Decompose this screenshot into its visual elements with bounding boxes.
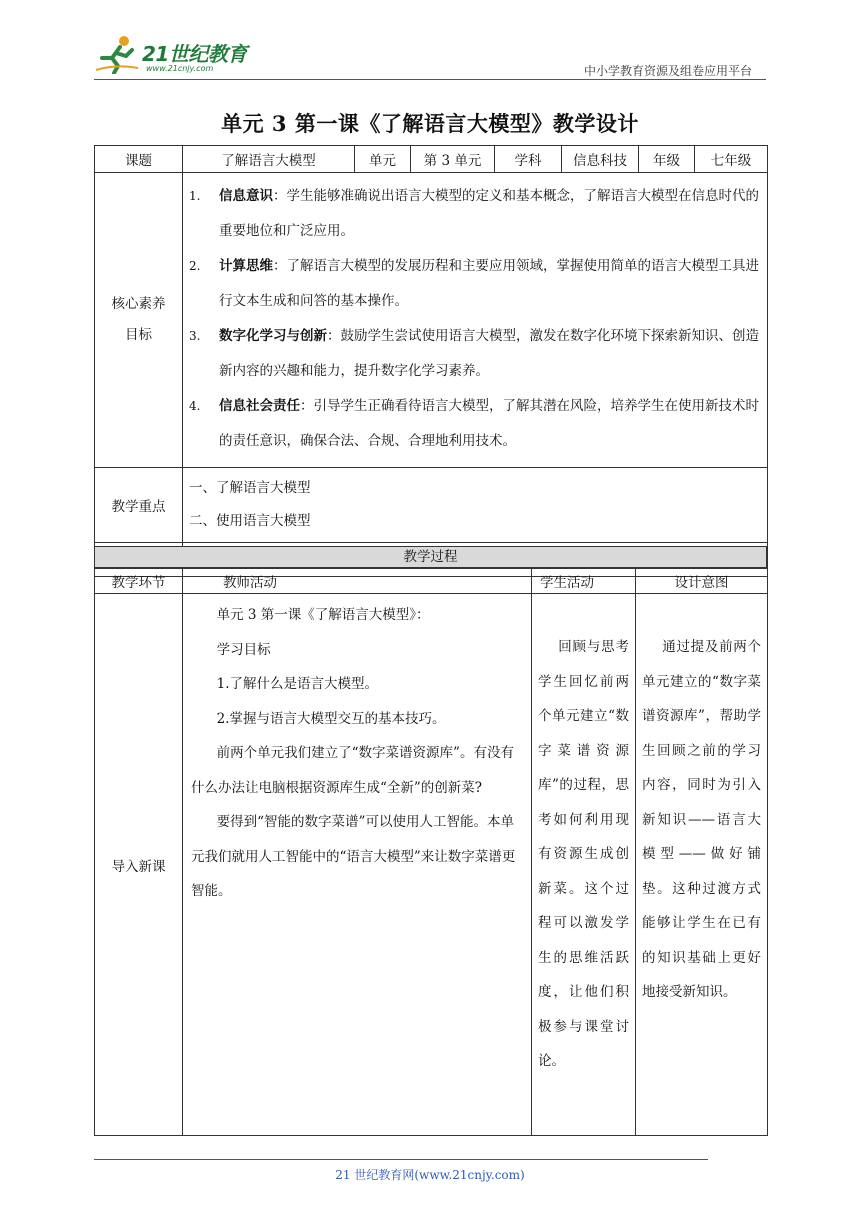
goals-cell: [183, 173, 768, 468]
teacher-line: 单元 3 第一课《了解语言大模型》：: [216, 607, 430, 623]
logo-text: 21世纪教育: [142, 42, 247, 66]
unit-label: 单元: [355, 146, 411, 173]
page-title: 单元 3 第一课《了解语言大模型》教学设计: [221, 111, 639, 136]
header-divider: [94, 79, 766, 80]
topic-value: 了解语言大模型: [183, 146, 355, 173]
goal-item: 3. 数字化学习与创新：鼓励学生尝试使用语言大模型，激发在数字化环境下探索新知识、创造新内容的兴趣和能力，提升数字化学习素养。: [189, 328, 759, 379]
intent-text: 通过提及前两个单元建立的“数字菜谱资源库”，帮助学生回顾之前的学习内容，同时为引入新知识——语言大模型——做好铺垫。这种过渡方式能够让学生在已有的知识基础上更好地接受新知识。: [642, 639, 761, 1000]
subject-value: 信息科技: [562, 146, 639, 173]
logo-url: www.21cnjy.com: [146, 64, 214, 73]
goal-item: 4. 信息社会责任：引导学生正确看待语言大模型，了解其潜在风险，培养学生在使用新技术时的责任意识，确保合法、合规、合理地利用技术。: [189, 398, 759, 449]
stage-cell: 导入新课: [95, 594, 183, 1136]
key-point-2: 二、使用语言大模型: [189, 513, 311, 529]
teacher-cell: [183, 594, 532, 1136]
key-points-label: 教学重点: [95, 468, 183, 543]
grade-label: 年级: [639, 146, 695, 173]
info-table: [94, 145, 768, 577]
subject-label: 学科: [495, 146, 562, 173]
goal-item: 1. 信息意识：学生能够准确说出语言大模型的定义和基本概念，了解语言大模型在信息时代的重要地位和广泛应用。: [189, 188, 759, 239]
teacher-line: 1.了解什么是语言大模型。: [216, 676, 379, 692]
topic-label: 课题: [95, 146, 183, 173]
teacher-line: 2.掌握与语言大模型交互的基本技巧。: [216, 710, 446, 727]
unit-value: 第 3 单元: [411, 146, 495, 173]
goals-list: [183, 173, 767, 467]
footer-text: 21 世纪教育网(www.21cnjy.com): [335, 1168, 525, 1182]
teacher-line: 前两个单元我们建立了“数字菜谱资源库”。有没有什么办法让电脑根据资源库生成“全新”的创新菜?: [191, 745, 514, 796]
teacher-line: 要得到“智能的数字菜谱”可以使用人工智能。本单元我们就用人工智能中的“语言大模型”来让数字菜谱更智能。: [191, 814, 516, 899]
col-stage: 教学环节: [95, 569, 183, 594]
student-text: 回顾与思考学生回忆前两个单元建立“数字菜谱资源库”的过程，思考如何利用现有资源生成创新菜。这个过程可以激发学生的思维活跃度，让他们积极参与课堂讨论。: [538, 639, 629, 1069]
student-cell: [532, 594, 636, 1136]
process-band: 教学过程: [94, 546, 767, 568]
key-points-cell: [183, 468, 768, 543]
goals-label: 核心素养目标: [95, 173, 183, 468]
col-teacher: 教师活动: [183, 569, 532, 594]
col-intent: 设计意图: [636, 569, 768, 594]
goal-item: 2. 计算思维：了解语言大模型的发展历程和主要应用领域，掌握使用简单的语言大模型工具进行文本生成和问答的基本操作。: [189, 258, 759, 309]
intent-cell: [636, 594, 768, 1136]
page-header: [94, 34, 766, 80]
col-student: 学生活动: [532, 569, 636, 594]
footer-divider: [94, 1159, 708, 1160]
logo: [94, 34, 274, 76]
platform-name: 中小学教育资源及组卷应用平台: [583, 64, 752, 78]
grade-value: 七年级: [695, 146, 768, 173]
teacher-line: 学习目标: [216, 641, 271, 658]
runner-logo-icon: [94, 34, 140, 74]
key-point-1: 一、了解语言大模型: [189, 480, 311, 496]
process-table: [94, 568, 768, 1136]
